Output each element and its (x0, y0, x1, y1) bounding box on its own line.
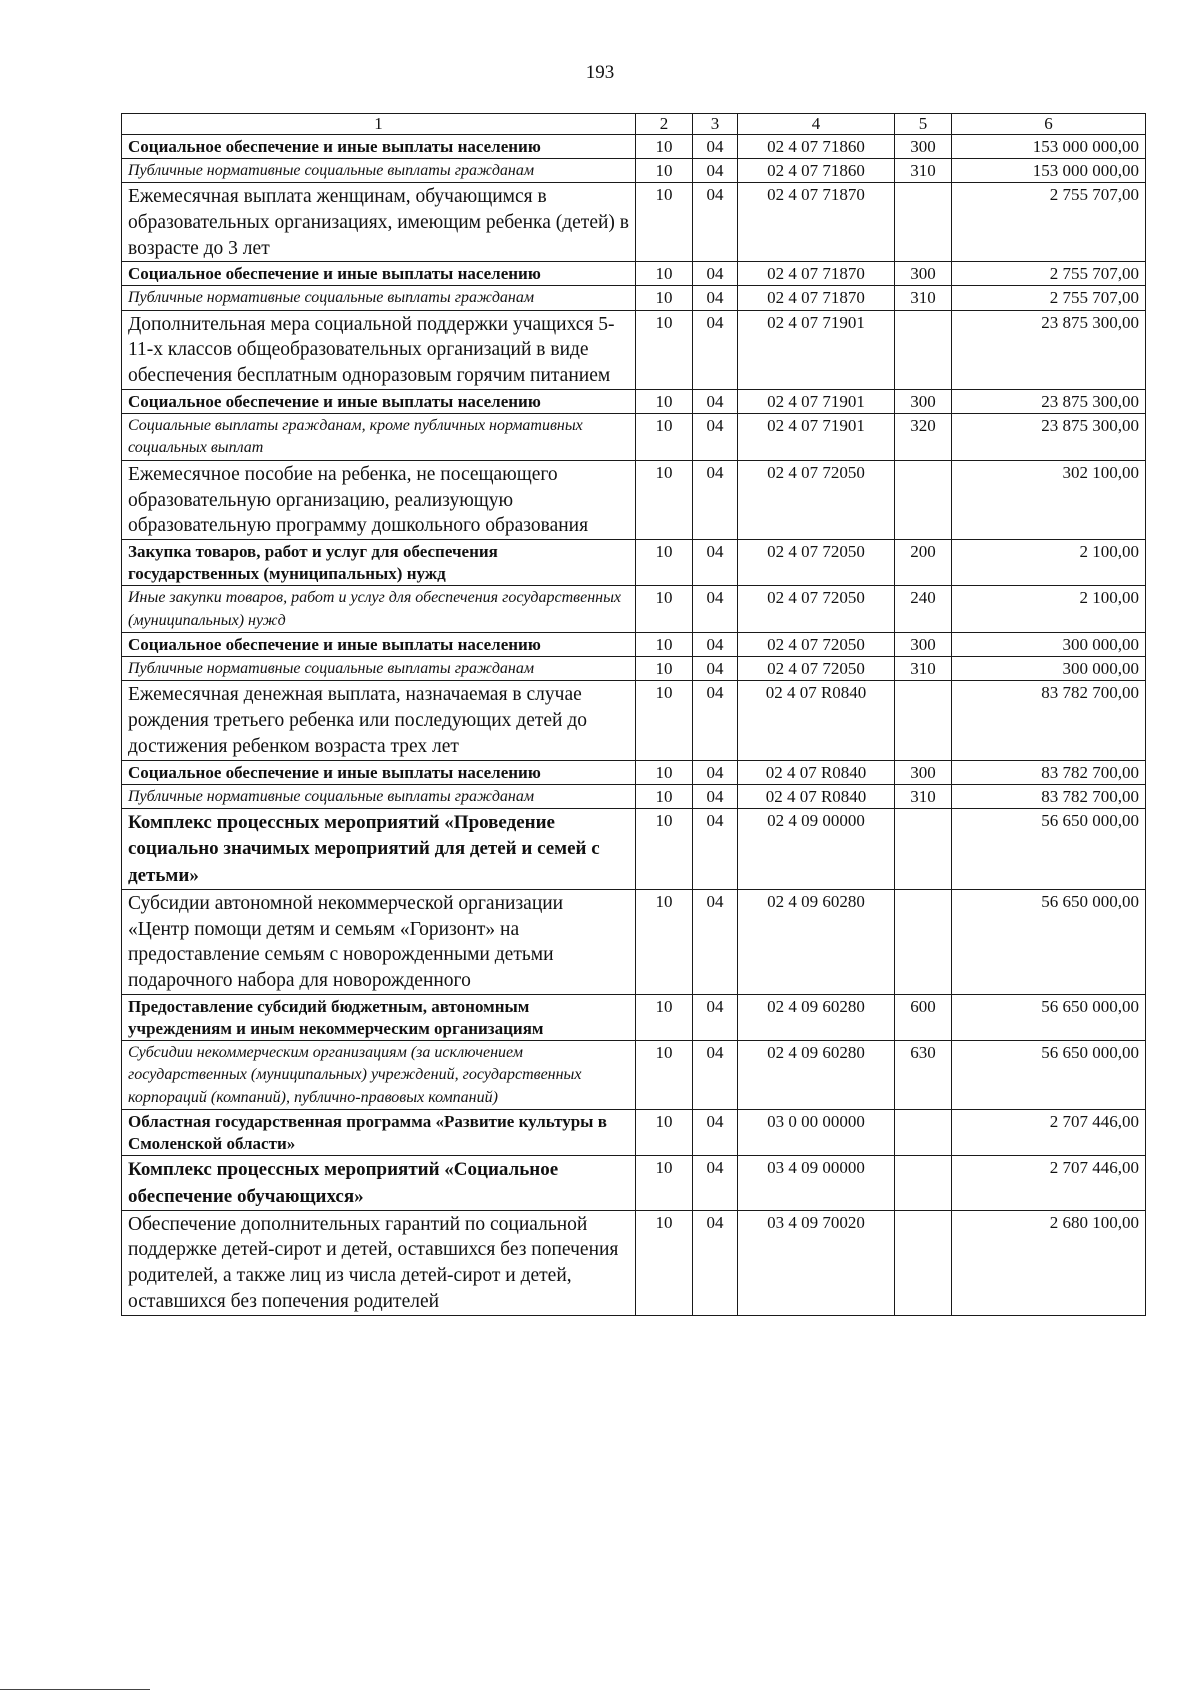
cell-target-article: 02 4 07 R0840 (738, 681, 895, 760)
cell-subsection: 04 (693, 1210, 738, 1315)
cell-name: Ежемесячная выплата женщинам, обучающимся в образовательных организациях, имеющим ребенка (детей) в возрасте до 3 лет (122, 183, 636, 262)
cell-section: 10 (636, 540, 693, 586)
table-row (122, 134, 1146, 158)
cell-section: 10 (636, 183, 693, 262)
cell-subsection: 04 (693, 784, 738, 808)
table-row (122, 632, 1146, 656)
cell-name: Обеспечение дополнительных гарантий по социальной поддержке детей-сирот и детей, оставшихся без попечения родителей, а также лиц из числа детей-сирот и детей, оставшихся без попечения родителей (122, 1210, 636, 1315)
cell-subsection: 04 (693, 134, 738, 158)
cell-amount: 83 782 700,00 (952, 760, 1146, 784)
cell-subsection: 04 (693, 286, 738, 310)
cell-expense-type: 300 (895, 760, 952, 784)
cell-target-article: 02 4 07 72050 (738, 540, 895, 586)
footer-rule (0, 1689, 150, 1690)
table-header-row (122, 114, 1146, 135)
cell-amount: 2 680 100,00 (952, 1210, 1146, 1315)
cell-target-article: 02 4 07 72050 (738, 460, 895, 539)
cell-amount: 153 000 000,00 (952, 158, 1146, 182)
cell-subsection: 04 (693, 760, 738, 784)
cell-amount: 153 000 000,00 (952, 134, 1146, 158)
cell-section: 10 (636, 1040, 693, 1109)
cell-expense-type (895, 183, 952, 262)
cell-section: 10 (636, 310, 693, 389)
cell-name: Закупка товаров, работ и услуг для обеспечения государственных (муниципальных) нужд (122, 540, 636, 586)
cell-amount: 83 782 700,00 (952, 784, 1146, 808)
cell-name: Областная государственная программа «Развитие культуры в Смоленской области» (122, 1110, 636, 1156)
cell-section: 10 (636, 414, 693, 461)
cell-subsection: 04 (693, 632, 738, 656)
table-row (122, 586, 1146, 633)
cell-amount: 300 000,00 (952, 657, 1146, 681)
cell-amount: 56 650 000,00 (952, 809, 1146, 890)
table-row (122, 889, 1146, 994)
cell-amount: 2 707 446,00 (952, 1110, 1146, 1156)
cell-subsection: 04 (693, 809, 738, 890)
cell-expense-type: 630 (895, 1040, 952, 1109)
header-cell-col5: 5 (895, 114, 952, 135)
table-row (122, 784, 1146, 808)
cell-amount: 2 100,00 (952, 586, 1146, 633)
cell-subsection: 04 (693, 310, 738, 389)
cell-name: Публичные нормативные социальные выплаты гражданам (122, 286, 636, 310)
cell-section: 10 (636, 158, 693, 182)
cell-section: 10 (636, 809, 693, 890)
cell-section: 10 (636, 760, 693, 784)
cell-name: Публичные нормативные социальные выплаты гражданам (122, 158, 636, 182)
cell-expense-type (895, 1110, 952, 1156)
cell-expense-type (895, 1156, 952, 1210)
cell-expense-type: 200 (895, 540, 952, 586)
cell-target-article: 02 4 07 R0840 (738, 784, 895, 808)
cell-expense-type (895, 1210, 952, 1315)
cell-expense-type: 240 (895, 586, 952, 633)
cell-expense-type: 300 (895, 389, 952, 413)
cell-expense-type: 310 (895, 286, 952, 310)
table-row (122, 760, 1146, 784)
cell-target-article: 02 4 07 71870 (738, 183, 895, 262)
cell-section: 10 (636, 1156, 693, 1210)
cell-subsection: 04 (693, 586, 738, 633)
table-row (122, 414, 1146, 461)
cell-target-article: 02 4 09 60280 (738, 994, 895, 1040)
cell-target-article: 02 4 07 71901 (738, 310, 895, 389)
table-row (122, 389, 1146, 413)
cell-section: 10 (636, 586, 693, 633)
cell-target-article: 02 4 09 60280 (738, 1040, 895, 1109)
cell-amount: 23 875 300,00 (952, 310, 1146, 389)
cell-target-article: 02 4 07 71860 (738, 134, 895, 158)
cell-expense-type: 310 (895, 158, 952, 182)
cell-section: 10 (636, 1210, 693, 1315)
cell-name: Социальное обеспечение и иные выплаты населению (122, 760, 636, 784)
cell-section: 10 (636, 681, 693, 760)
cell-target-article: 02 4 07 71901 (738, 414, 895, 461)
cell-name: Ежемесячное пособие на ребенка, не посещающего образовательную организацию, реализующую образовательную программу дошкольного образования (122, 460, 636, 539)
cell-amount: 2 100,00 (952, 540, 1146, 586)
cell-expense-type (895, 889, 952, 994)
cell-expense-type (895, 460, 952, 539)
page-number: 193 (585, 62, 615, 83)
cell-amount: 56 650 000,00 (952, 994, 1146, 1040)
table-row (122, 994, 1146, 1040)
cell-target-article: 02 4 07 72050 (738, 632, 895, 656)
cell-name: Публичные нормативные социальные выплаты гражданам (122, 657, 636, 681)
cell-section: 10 (636, 632, 693, 656)
cell-subsection: 04 (693, 460, 738, 539)
cell-target-article: 02 4 07 72050 (738, 586, 895, 633)
cell-amount: 83 782 700,00 (952, 681, 1146, 760)
header-cell-col4: 4 (738, 114, 895, 135)
cell-name: Социальное обеспечение и иные выплаты населению (122, 262, 636, 286)
table-row (122, 460, 1146, 539)
cell-amount: 23 875 300,00 (952, 389, 1146, 413)
cell-section: 10 (636, 1110, 693, 1156)
cell-expense-type: 300 (895, 134, 952, 158)
cell-expense-type (895, 809, 952, 890)
cell-subsection: 04 (693, 657, 738, 681)
cell-expense-type: 300 (895, 632, 952, 656)
table-row (122, 158, 1146, 182)
cell-amount: 2 707 446,00 (952, 1156, 1146, 1210)
table-row (122, 540, 1146, 586)
cell-subsection: 04 (693, 1156, 738, 1210)
cell-target-article: 02 4 09 60280 (738, 889, 895, 994)
cell-subsection: 04 (693, 262, 738, 286)
cell-expense-type: 300 (895, 262, 952, 286)
cell-subsection: 04 (693, 1110, 738, 1156)
budget-table-body (122, 114, 1146, 1316)
cell-name: Социальное обеспечение и иные выплаты населению (122, 389, 636, 413)
cell-amount: 2 755 707,00 (952, 262, 1146, 286)
cell-section: 10 (636, 784, 693, 808)
cell-name: Комплекс процессных мероприятий «Социальное обеспечение обучающихся» (122, 1156, 636, 1210)
cell-target-article: 02 4 07 R0840 (738, 760, 895, 784)
cell-target-article: 02 4 07 72050 (738, 657, 895, 681)
cell-target-article: 03 4 09 70020 (738, 1210, 895, 1315)
cell-expense-type: 310 (895, 657, 952, 681)
table-row (122, 1156, 1146, 1210)
cell-target-article: 02 4 07 71870 (738, 262, 895, 286)
table-row (122, 183, 1146, 262)
table-row (122, 1210, 1146, 1315)
cell-target-article: 03 0 00 00000 (738, 1110, 895, 1156)
cell-name: Иные закупки товаров, работ и услуг для обеспечения государственных (муниципальных) нужд (122, 586, 636, 633)
cell-subsection: 04 (693, 540, 738, 586)
budget-table (121, 113, 1146, 1316)
cell-amount: 302 100,00 (952, 460, 1146, 539)
cell-subsection: 04 (693, 994, 738, 1040)
cell-amount: 23 875 300,00 (952, 414, 1146, 461)
cell-section: 10 (636, 262, 693, 286)
cell-target-article: 02 4 07 71860 (738, 158, 895, 182)
table-row (122, 809, 1146, 890)
table-row (122, 681, 1146, 760)
cell-name: Дополнительная мера социальной поддержки учащихся 5-11-х классов общеобразовательных организаций в виде обеспечения бесплатным одноразовым горячим питанием (122, 310, 636, 389)
cell-name: Субсидии автономной некоммерческой организации «Центр помощи детям и семьям «Горизонт» на предоставление семьям с новорожденными детьми подарочного набора для новорожденного (122, 889, 636, 994)
header-cell-col2: 2 (636, 114, 693, 135)
header-cell-col6: 6 (952, 114, 1146, 135)
cell-name: Социальное обеспечение и иные выплаты населению (122, 632, 636, 656)
cell-subsection: 04 (693, 158, 738, 182)
cell-name: Предоставление субсидий бюджетным, автономным учреждениям и иным некоммерческим организациям (122, 994, 636, 1040)
cell-amount: 300 000,00 (952, 632, 1146, 656)
cell-subsection: 04 (693, 183, 738, 262)
cell-name: Ежемесячная денежная выплата, назначаемая в случае рождения третьего ребенка или последующих детей до достижения ребенком возраста трех лет (122, 681, 636, 760)
cell-name: Социальные выплаты гражданам, кроме публичных нормативных социальных выплат (122, 414, 636, 461)
cell-amount: 2 755 707,00 (952, 183, 1146, 262)
cell-expense-type: 310 (895, 784, 952, 808)
cell-section: 10 (636, 460, 693, 539)
table-row (122, 1040, 1146, 1109)
cell-target-article: 02 4 09 00000 (738, 809, 895, 890)
cell-section: 10 (636, 994, 693, 1040)
cell-expense-type: 600 (895, 994, 952, 1040)
cell-section: 10 (636, 134, 693, 158)
cell-subsection: 04 (693, 1040, 738, 1109)
cell-name: Субсидии некоммерческим организациям (за исключением государственных (муниципальных) учреждений, государственных корпораций (компаний), публично-правовых компаний) (122, 1040, 636, 1109)
table-row (122, 286, 1146, 310)
cell-section: 10 (636, 889, 693, 994)
cell-section: 10 (636, 657, 693, 681)
cell-target-article: 02 4 07 71901 (738, 389, 895, 413)
header-cell-col1: 1 (122, 114, 636, 135)
cell-subsection: 04 (693, 389, 738, 413)
cell-subsection: 04 (693, 681, 738, 760)
cell-amount: 2 755 707,00 (952, 286, 1146, 310)
cell-expense-type: 320 (895, 414, 952, 461)
cell-target-article: 03 4 09 00000 (738, 1156, 895, 1210)
table-row (122, 657, 1146, 681)
cell-expense-type (895, 310, 952, 389)
cell-name: Публичные нормативные социальные выплаты гражданам (122, 784, 636, 808)
cell-target-article: 02 4 07 71870 (738, 286, 895, 310)
table-row (122, 1110, 1146, 1156)
cell-subsection: 04 (693, 414, 738, 461)
cell-amount: 56 650 000,00 (952, 1040, 1146, 1109)
table-row (122, 262, 1146, 286)
table-row (122, 310, 1146, 389)
cell-section: 10 (636, 286, 693, 310)
cell-name: Социальное обеспечение и иные выплаты населению (122, 134, 636, 158)
header-cell-col3: 3 (693, 114, 738, 135)
cell-section: 10 (636, 389, 693, 413)
cell-name: Комплекс процессных мероприятий «Проведение социально значимых мероприятий для детей и семей с детьми» (122, 809, 636, 890)
cell-amount: 56 650 000,00 (952, 889, 1146, 994)
cell-subsection: 04 (693, 889, 738, 994)
cell-expense-type (895, 681, 952, 760)
